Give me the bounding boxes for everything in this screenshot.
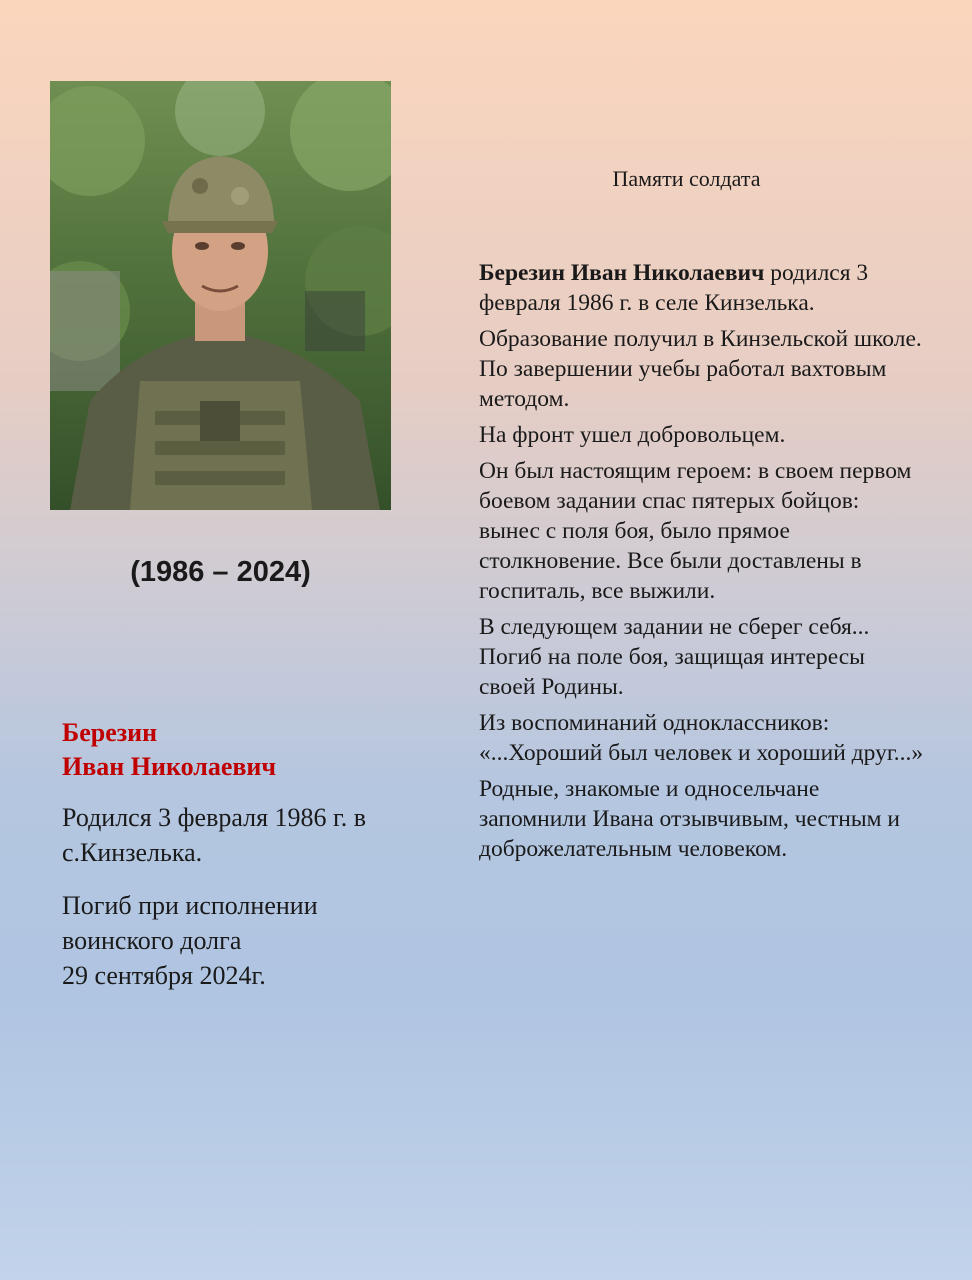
- name-given: Иван Николаевич: [62, 752, 277, 781]
- memory-title: [479, 166, 924, 192]
- bio-paragraph-death: В следующем задании не сберег себя... Погиб на поле боя, защищая интересы своей Родины.: [479, 614, 870, 700]
- soldier-photo: [50, 81, 391, 510]
- life-years: (1986 – 2024): [130, 556, 311, 588]
- bio-paragraph-hero: Он был настоящим героем: в своем первом боевом задании спас пятерых бойцов: вынес с поля боя, было прямое столкновение. Все были доставлены в госпиталь, все выжили.: [479, 458, 912, 604]
- birth-info: Родился 3 февраля 1986 г. в с.Кинзелька.: [62, 803, 367, 867]
- death-info-line1: Погиб при исполнении воинского долга: [62, 891, 318, 955]
- soldier-portrait-illustration: [50, 81, 391, 510]
- name-surname: Березин: [62, 718, 158, 747]
- bio-paragraph-memories: [479, 708, 924, 768]
- memory-title-text: Памяти солдата: [612, 166, 761, 191]
- bio-name: Березин Иван Николаевич: [479, 260, 765, 286]
- memories-intro: Из воспоминаний одноклассников:: [479, 710, 830, 736]
- memories-quote: «...Хороший был человек и хороший друг...»: [479, 740, 924, 766]
- bio-paragraph-volunteer: На фронт ушел добровольцем.: [479, 422, 786, 448]
- bio-paragraph-remembered: Родные, знакомые и односельчане запомнили Ивана отзывчивым, честным и доброжелательным человеком.: [479, 776, 900, 862]
- bio-paragraph-education: Образование получил в Кинзельской школе. По завершении учебы работал вахтовым методом.: [479, 326, 922, 412]
- death-date: 29 сентября 2024г.: [62, 961, 266, 990]
- bio-paragraph-birth: [479, 258, 924, 318]
- death-info: [62, 888, 392, 993]
- bio-birth-text: родился 3 февраля 1986 г. в селе Кинзелька.: [479, 260, 869, 316]
- left-summary: [62, 716, 392, 993]
- biography: [479, 258, 924, 870]
